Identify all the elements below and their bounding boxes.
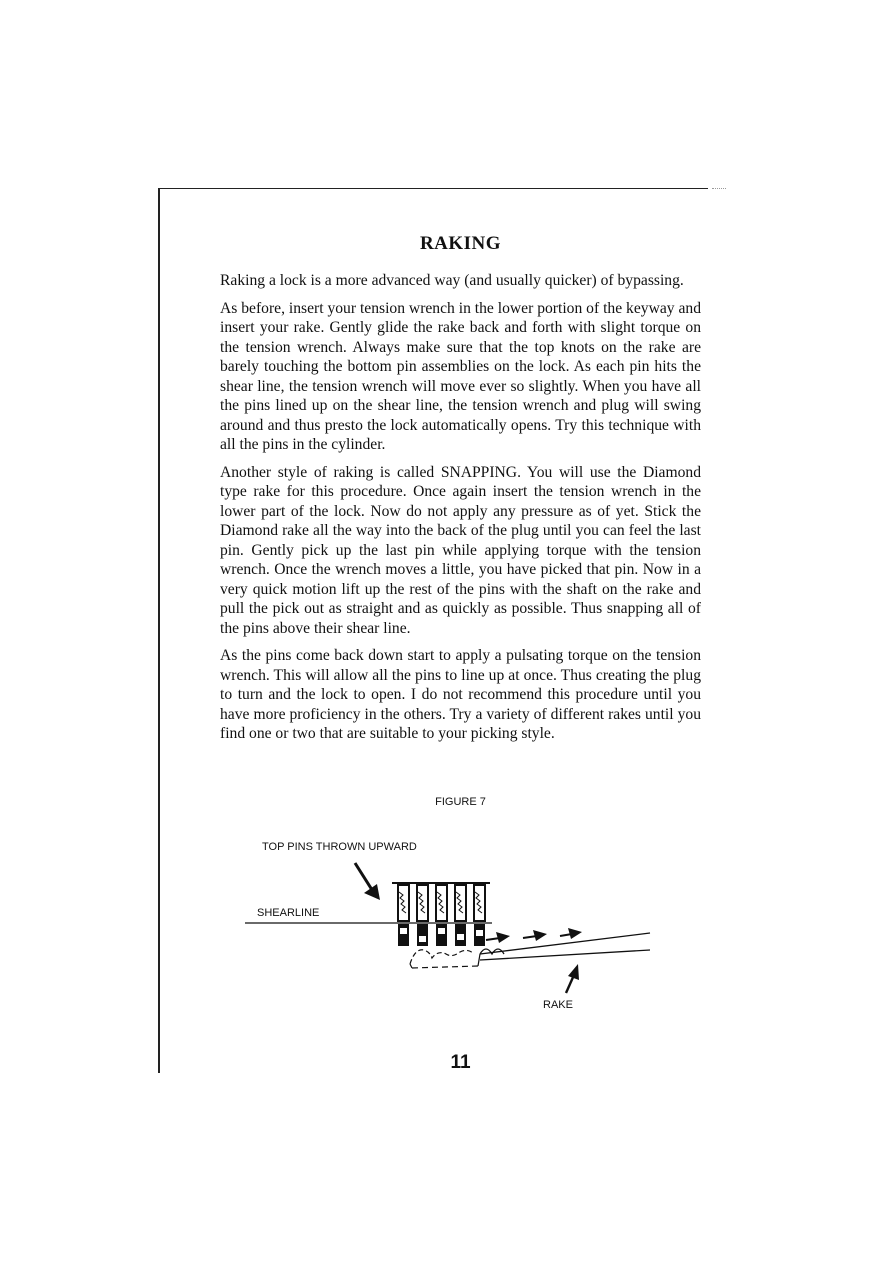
paragraph-snapping: Another style of raking is called SNAPPING. You will use the Diamond type rake for this procedure. Once again insert the tension wrench in the lower part of the lock. Now do not apply any pressure as of yet. Stick the Diamond rake all the way into the back of the plug until you can feel the last pin. Gently pick up the last pin while applying torque with the tension wrench. Once the wrench moves a little, you have picked that pin. Now in a very quick motion lift up the rest of the pins with the shaft on the rake and pull the pick out as straight and as quickly as possible. Thus snapping all of the pins above their shear line. <box>220 463 701 637</box>
top-border-rule <box>158 188 708 189</box>
rake-arrow <box>566 964 579 993</box>
paragraph-intro: Raking a lock is a more advanced way (and usually quicker) of bypassing. <box>220 272 684 289</box>
pin-stack <box>455 885 466 946</box>
paragraph-pulsating: As the pins come back down start to apply a pulsating torque on the tension wrench. This will allow all the pins to line up at once. Thus creating the plug to turn and the lock to open. I do not recommend this procedure until you have more proficiency in the others. Try a variety of different rakes until you find one or two that are suitable to your picking style. <box>220 647 701 742</box>
figure-caption: FIGURE 7 <box>435 796 486 808</box>
top-border-rule-tail <box>712 188 726 189</box>
page-title: RAKING <box>419 233 502 254</box>
pin-stack <box>436 885 447 946</box>
label-shearline: SHEARLINE <box>257 907 320 919</box>
figure-7-diagram <box>230 830 670 1020</box>
paragraph-technique: As before, insert your tension wrench in the lower portion of the keyway and insert your rake. Gently glide the rake back and forth with slight torque on the tension wrench. Always make sure that the top knots on the rake are barely touching the bottom pin assemblies on the lock. As each pin hits the shear line, the tension wrench will move ever so slightly. When you have all the pins lined up on the shear line, the tension wrench and plug will swing around and thus presto the lock automatically opens. Try this technique with all the pins in the cylinder. <box>220 299 701 453</box>
left-border-rule <box>158 188 160 1073</box>
pin-stack <box>398 885 409 946</box>
label-rake: RAKE <box>543 999 573 1011</box>
pin-stack <box>474 885 485 946</box>
body-text <box>220 271 701 752</box>
top-pins-arrow <box>355 863 380 900</box>
pin-stack <box>417 885 428 946</box>
label-top-pins: TOP PINS THROWN UPWARD <box>262 841 417 853</box>
motion-arrows <box>486 928 582 943</box>
page-number: 11 <box>450 1052 471 1073</box>
